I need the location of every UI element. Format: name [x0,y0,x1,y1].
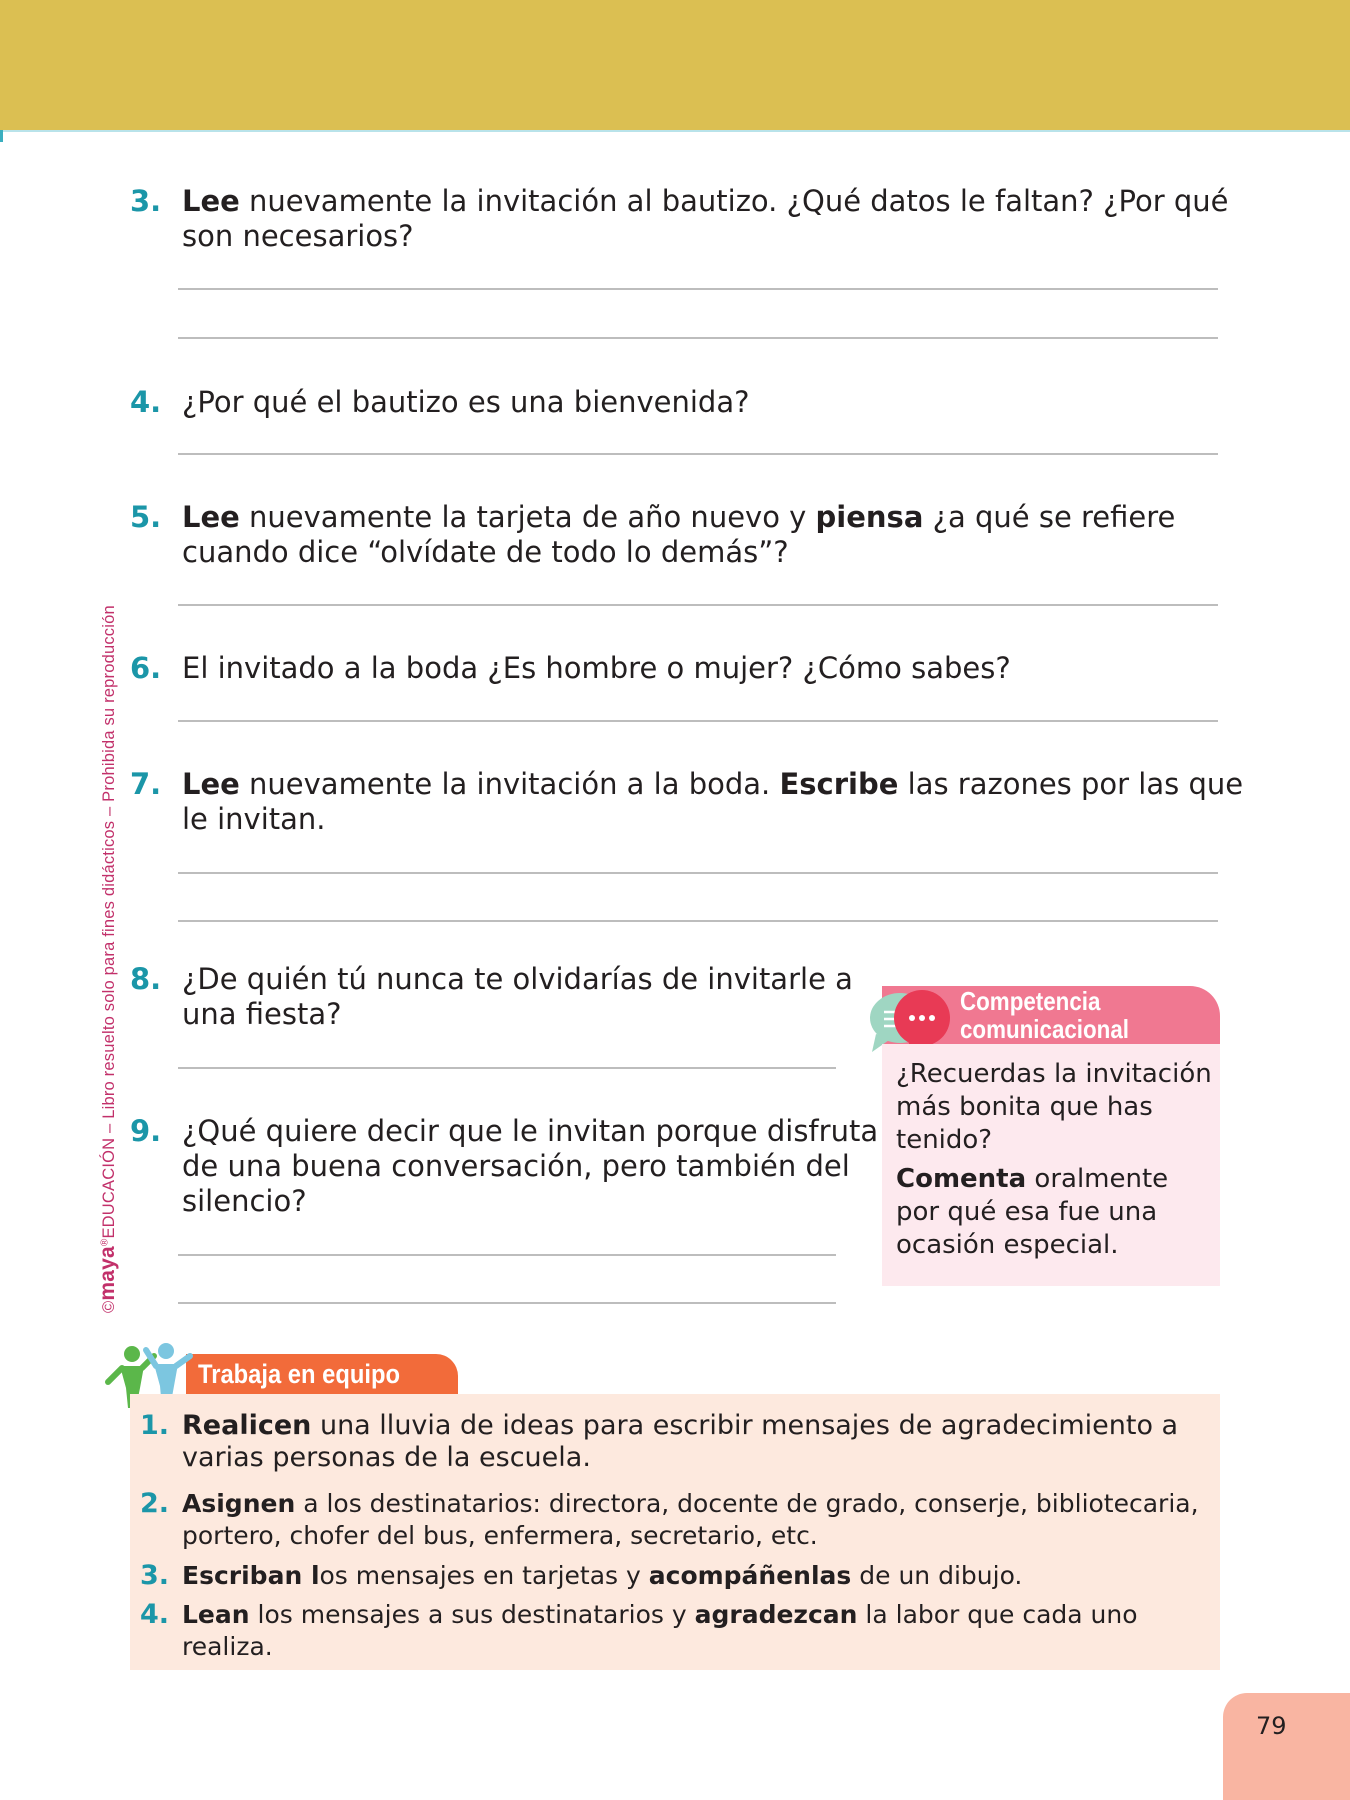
question-text: ¿Qué quiere decir que le invitan porque disfruta de una buena conversación, pero también del silencio? [182,1114,879,1218]
answer-line[interactable] [178,720,1218,722]
page-number: 79 [1256,1712,1287,1740]
answer-line[interactable] [178,1067,836,1069]
question-number: 6. [130,651,162,685]
question-number: 3. [130,184,162,218]
question-text: El invitado a la boda ¿Es hombre o mujer? ¿Cómo sabes? [182,651,1011,685]
competencia-question: ¿Recuerdas la invitación más bonita que has tenido? [896,1059,1212,1155]
header-band [0,0,1350,130]
answer-line[interactable] [178,872,1218,874]
question-number: 5. [130,500,162,534]
question-text: Lee nuevamente la invitación al bautizo. ¿Qué datos le faltan? ¿Por qué son necesarios? [182,184,1229,253]
question-number: 4. [130,385,162,419]
header-tick [0,130,3,142]
competencia-text [896,1058,1212,1268]
question-number: 7. [130,767,162,801]
item-number: 2. [140,1488,170,1519]
answer-line[interactable] [178,453,1218,455]
item-text: Realicen una lluvia de ideas para escribir mensajes de agradecimiento a varias personas de la escuela. [182,1410,1179,1473]
answer-line[interactable] [178,920,1218,922]
competencia-instruction: Comenta oralmente por qué esa fue una ocasión especial. [896,1164,1169,1260]
team-title: Trabaja en equipo [198,1359,401,1389]
item-number: 1. [140,1410,170,1441]
answer-line[interactable] [178,604,1218,606]
answer-line[interactable] [178,1254,836,1256]
question-text: ¿Por qué el bautizo es una bienvenida? [182,385,750,419]
copyright-watermark: ©maya®EDUCACIÓN – Libro resuelto solo para fines didácticos – Prohibida su reproducción [96,605,119,1313]
brand-logo: maya [96,1246,119,1301]
header-divider [0,130,1350,132]
item-text: Escriban los mensajes en tarjetas y acompáñenlas de un dibujo. [182,1561,1023,1590]
item-text: Lean los mensajes a sus destinatarios y agradezcan la labor que cada uno realiza. [182,1600,1138,1661]
question-text: ¿De quién tú nunca te olvidarías de invitarle a una fiesta? [182,962,853,1031]
page-number-tab [1223,1693,1350,1800]
item-number: 3. [140,1560,170,1591]
question-number: 8. [130,962,162,996]
question-text: Lee nuevamente la invitación a la boda. Escribe las razones por las que le invitan. [182,767,1244,836]
answer-line[interactable] [178,1302,836,1304]
question-text: Lee nuevamente la tarjeta de año nuevo y piensa ¿a qué se refiere cuando dice “olvídate de todo lo demás”? [182,500,1176,569]
answer-line[interactable] [178,288,1218,290]
question-number: 9. [130,1114,162,1148]
item-text: Asignen a los destinatarios: directora, docente de grado, conserje, bibliotecaria, portero, chofer del bus, enfermera, secretario, etc. [182,1489,1199,1550]
competencia-title: Competencia comunicacional [960,986,1129,1044]
answer-line[interactable] [178,337,1218,339]
item-number: 4. [140,1599,170,1630]
